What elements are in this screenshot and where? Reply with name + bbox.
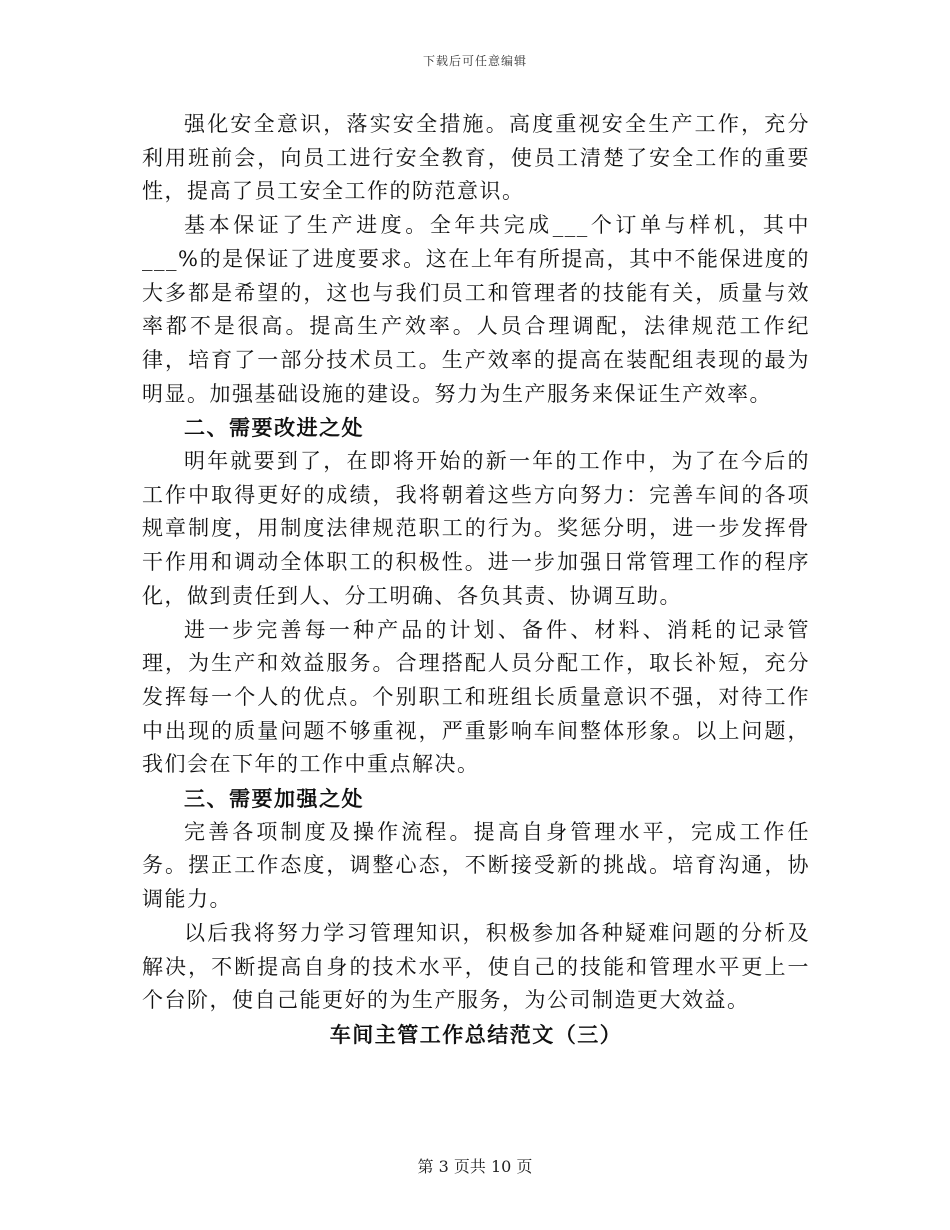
section-heading-strengthen: 三、需要加强之处	[184, 786, 364, 812]
page-number-footer: 第 3 页共 10 页	[417, 1157, 533, 1176]
document-body	[142, 108, 810, 1052]
paragraph-safety: 强化安全意识，落实安全措施。高度重视安全生产工作，充分利用班前会，向员工进行安全教育，使员工清楚了安全工作的重要性，提高了员工安全工作的防范意识。	[142, 112, 810, 204]
paragraph-procedures: 完善各项制度及操作流程。提高自身管理水平，完成工作任务。摆正工作态度，调整心态，不断接受新的挑战。培育沟通，协调能力。	[142, 819, 810, 912]
paragraph-next-year-plan: 明年就要到了，在即将开始的新一年的工作中，为了在今后的工作中取得更好的成绩，我将朝着这些方向努力：完善车间的各项规章制度，用制度法律规范职工的行为。奖惩分明，进一步发挥骨干作用和调动全体职工的积极性。进一步加强日常管理工作的程序化，做到责任到人、分工明确、各负其责、协调互助。	[142, 449, 810, 608]
document-title-part-three: 车间主管工作总结范文（三）	[329, 1021, 623, 1047]
page-header: 下载后可任意编辑	[422, 54, 527, 68]
paragraph-production-progress: 基本保证了生产进度。全年共完成___个订单与样机，其中___%的是保证了进度要求。这在上年有所提高，其中不能保进度的大多都是希望的，这也与我们员工和管理者的技能有关，质量与效率都不是很高。提高生产效率。人员合理调配，法律规范工作纪律，培育了一部分技术员工。生产效率的提高在装配组表现的最为明显。加强基础设施的建设。努力为生产服务来保证生产效率。	[142, 213, 810, 406]
paragraph-records-management: 进一步完善每一种产品的计划、备件、材料、消耗的记录管理，为生产和效益服务。合理搭配人员分配工作，取长补短，充分发挥每一个人的优点。个别职工和班组长质量意识不强，对待工作中出现的质量问题不够重视，严重影响车间整体形象。以上问题，我们会在下年的工作中重点解决。	[142, 617, 810, 777]
section-heading-improvements: 二、需要改进之处	[184, 415, 364, 441]
paragraph-learning: 以后我将努力学习管理知识，积极参加各种疑难问题的分析及解决，不断提高自身的技术水平，使自己的技能和管理水平更上一个台阶，使自己能更好的为生产服务，为公司制造更大效益。	[142, 920, 810, 1013]
